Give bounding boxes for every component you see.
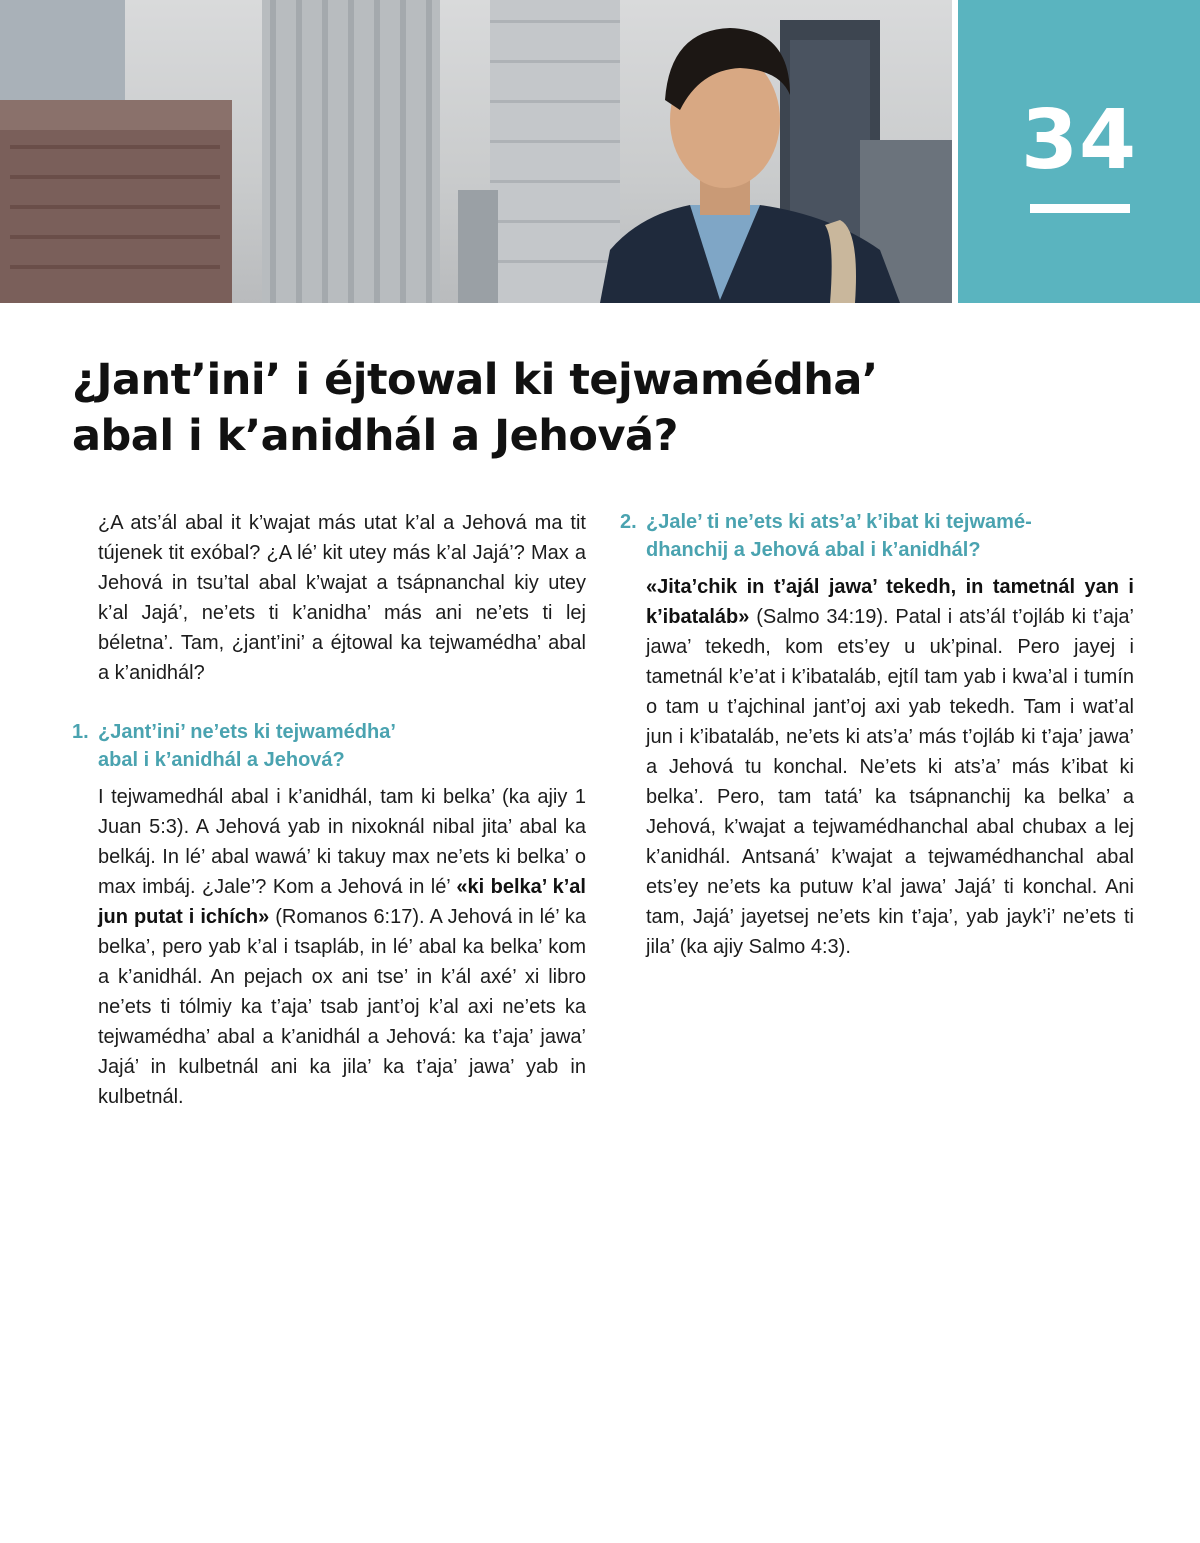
city-skyline-illustration: [0, 0, 952, 303]
intro-paragraph: ¿A ats’ál abal it k’wajat más utat k’al a Jehová ma tit tújenek tit exóbal? ¿A lé’ kit utey más k’al Jajá’? Max a Jehová in tsu’tal abal k’wajat a tsápnanchal kiy utey k’al Jajá’, ne’ets ti k’anidha’ más ani ne’ets ti lej béletna’. Tam, ¿jant’ini’ a éjtowal ka tejwamédha’ abal a k’anidhál?: [98, 512, 586, 684]
right-column: [620, 508, 1134, 962]
header-banner: [0, 0, 1200, 303]
section-2-text: (Salmo 34:19). Patal i ats’ál t’ojláb ki t’aja’ jawa’ tekedh, kom ets’ey u uk’pinal. Pero jayej i tametnál k’e’at i k’ibataláb, ejtíl tam yab i kwa’al i tumín o tam u t’ajchinal jant’oj axi yab tekedh. Tam i wat’al jun i k’ibataláb, ne’ets ki ats’a’ más t’ojláb ki t’aja’ jawa’ a Jehová tu konchal. Ne’ets ki ats’a’ más k’ibat ki belka’. Pero, tam tatá’ ka tsápnanchij ka belka’ a Jehová, k’wajat a tejwamédhanchal abal chubax a lej k’anidhál. Antsaná’ k’wajat a tejwamédhanchal abal ets’ey ne’ets ka putuw k’al jawa’ Jajá’ ti konchal. Ani tam, Jajá’ jayetsej ne’ets kin t’aja’, yab jayk’i’ ne’ets ti jila’ (ka ajiy Salmo 4:3).: [646, 606, 1134, 958]
title-line-2: abal i k’anidhál a Jehová?: [72, 411, 678, 461]
man-in-city-photo: [0, 0, 952, 303]
section-2-question-line-2: dhanchij a Jehová abal i k’anidhál?: [646, 539, 981, 561]
section-1-question-line-2: abal i k’anidhál a Jehová?: [98, 749, 345, 771]
section-1-text: I tejwamedhál abal i k’anidhál, tam ki belka’ (ka ajiy 1 Juan 5:3). A Jehová yab in nixoknál nibal jita’ abal ka belkáj. In lé’ abal wawá’ ki takuy max ne’ets ki belka’ o max imbáj. ¿Jale’? Kom a Jehová in lé’: [98, 786, 586, 898]
lesson-badge: [958, 0, 1200, 303]
section-1-number: 1.: [72, 721, 89, 743]
section-2-quote: «Jita’chik in t’ajál jawa’ tekedh, in tametnál yan i k’ibataláb»: [646, 576, 1134, 628]
section-1-quote: «ki belka’ k’al jun putat i ichích»: [98, 876, 586, 928]
section-1-text-end: (Romanos 6:17). A Jehová in lé’ ka belka’, pero yab k’al i tsapláb, in lé’ abal ka belka’ kom a k’anidhál. An pejach ox ani tse’ in k’ál axé’ xi libro ne’ets ti tólmiy ka t’aja’ tsab jant’oj k’al axi ne’ets ka tejwamédha’ abal a k’anidhál a Jehová: ka t’aja’ jawa’ Jajá’ in kulbetnál ani ka jila’ ka t’aja’ jawa’ yab in kulbetnál.: [98, 906, 586, 1108]
section-1-paragraph: [98, 782, 586, 1112]
section-2-question: [620, 508, 1134, 564]
badge-divider: [1030, 204, 1130, 213]
section-1-question-line-1: ¿Jant’ini’ ne’ets ki tejwamédha’: [98, 721, 396, 743]
section-2-number: 2.: [620, 511, 637, 533]
lesson-number: 34: [1020, 93, 1138, 188]
section-2-paragraph: [646, 572, 1134, 962]
title-line-1: ¿Jant’ini’ i éjtowal ki tejwamédha’: [72, 355, 878, 405]
section-2-question-line-1: ¿Jale’ ti ne’ets ki ats’a’ k’ibat ki tejwamé-: [646, 511, 1032, 533]
section-1-question: [72, 718, 586, 774]
page-title: [72, 352, 1072, 464]
left-column: [72, 508, 586, 1112]
